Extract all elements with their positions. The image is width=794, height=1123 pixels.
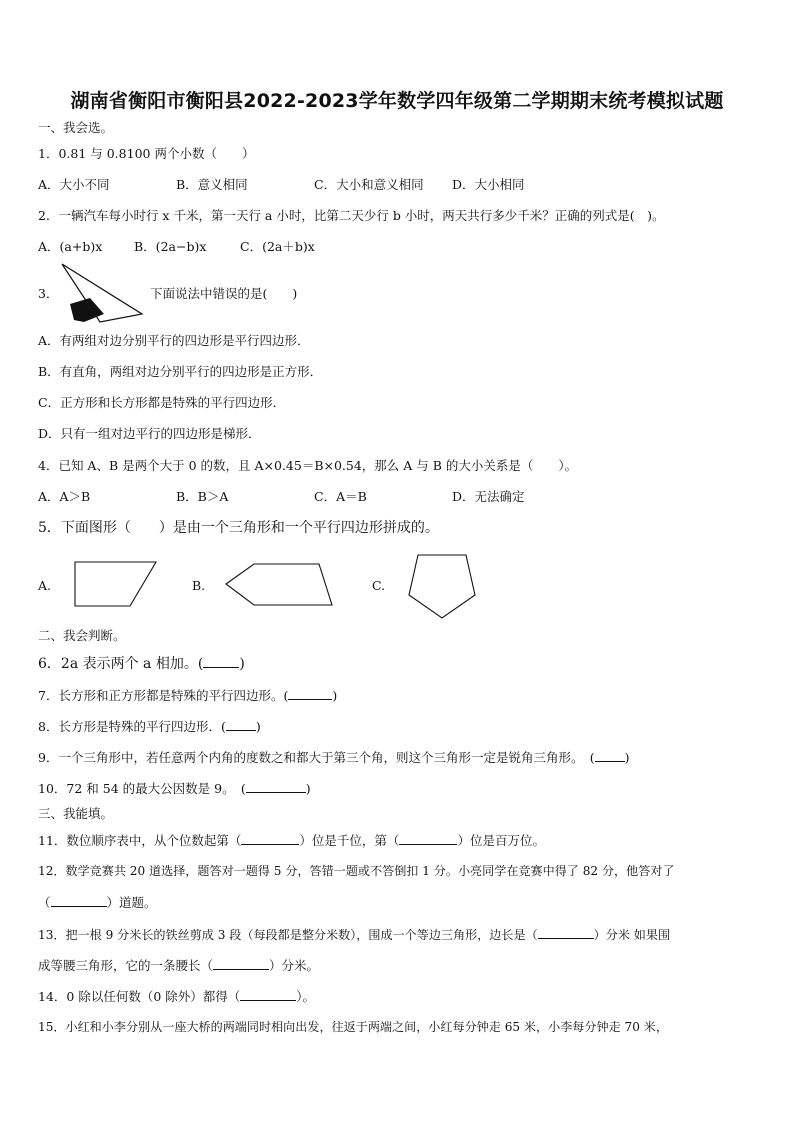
q4-option-c: C．A＝B: [314, 489, 367, 504]
question-13-line-1: [38, 926, 670, 943]
section-heading-1: 一、我会选。: [38, 120, 114, 135]
question-6: [38, 655, 245, 672]
question-12-line-1: 12．数学竞赛共 20 道选择，题答对一题得 5 分，答错一题或不答倒扣 1 分。小亮同学在竞赛中得了 82 分，他答对了: [38, 864, 675, 878]
question-2: 2．一辆汽车每小时行 x 千米，第一天行 a 小时，比第二天少行 b 小时，两天共行多少千米？正确的列式是( )。: [38, 208, 665, 223]
q13-answer-blank-2[interactable]: [213, 957, 269, 970]
q11-text-2: ）位是千位，第（: [299, 833, 400, 848]
question-1: 1．0.81 与 0.8100 两个小数（ ）: [38, 146, 255, 161]
q4-option-a: A．A＞B: [38, 489, 91, 504]
q11-answer-blank-1[interactable]: [241, 832, 299, 845]
q12-open: （: [38, 895, 51, 910]
q11-answer-blank-2[interactable]: [399, 832, 457, 845]
question-8: [38, 718, 261, 735]
q14-text-2: ）。: [296, 989, 316, 1004]
triangle-with-shaded-region-figure: [56, 262, 146, 326]
q10-answer-blank[interactable]: [246, 780, 306, 793]
q8-close: ): [255, 719, 261, 734]
q11-text-3: ）位是百万位。: [457, 833, 545, 848]
question-11: [38, 832, 545, 849]
question-3-number: 3．: [38, 286, 59, 301]
hexagon-shape-figure: [224, 562, 336, 608]
q1-option-b: B．意义相同: [176, 177, 248, 192]
q7-close: ): [332, 688, 338, 703]
q13-answer-blank-1[interactable]: [538, 926, 594, 939]
q2-option-c: C．(2a＋b)x: [240, 239, 315, 254]
parallelogram-shape-figure: [72, 560, 160, 610]
q8-answer-blank[interactable]: [226, 718, 256, 731]
q13-text-1: 13．把一根 9 分米长的铁丝剪成 3 段（每段都是整分米数），围成一个等边三角形，边长是（: [38, 928, 538, 942]
page-title: 湖南省衡阳市衡阳县2022-2023学年数学四年级第二学期期末统考模拟试题: [70, 90, 724, 112]
pentagon-shape-figure: [406, 553, 478, 621]
q13-text-3: 成等腰三角形，它的一条腰长（: [38, 958, 214, 973]
question-5: 5．下面图形（ ）是由一个三角形和一个平行四边形拼成的。: [38, 520, 439, 536]
q8-text: 8．长方形是特殊的平行四边形．(: [38, 719, 226, 734]
q1-option-a: A．大小不同: [38, 177, 110, 192]
q14-answer-blank[interactable]: [240, 988, 296, 1001]
q12-answer-blank[interactable]: [51, 894, 107, 907]
q2-option-a: A．(a+b)x: [38, 239, 103, 254]
q3-option-a: A．有两组对边分别平行的四边形是平行四边形．: [38, 333, 310, 348]
q13-text-2: ）分米 如果围: [593, 928, 671, 942]
question-3: 下面说法中错误的是( ): [150, 286, 298, 301]
question-14: [38, 988, 315, 1005]
q6-text: 6．2a 表示两个 a 相加。(: [38, 656, 204, 672]
section-heading-3: 三、我能填。: [38, 806, 114, 821]
q5-option-a: A.: [38, 578, 52, 593]
q3-option-c: C．正方形和长方形都是特殊的平行四边形．: [38, 395, 286, 410]
q7-answer-blank[interactable]: [288, 687, 332, 700]
q3-option-d: D．只有一组对边平行的四边形是梯形．: [38, 426, 261, 441]
q13-text-4: ）分米。: [269, 958, 320, 973]
question-15: 15．小红和小李分别从一座大桥的两端同时相向出发，往返于两端之间，小红每分钟走 65 米，小李每分钟走 70 米，: [38, 1020, 668, 1034]
q3-option-b: B．有直角，两组对边分别平行的四边形是正方形．: [38, 364, 323, 379]
q14-text-1: 14．0 除以任何数（0 除外）都得（: [38, 989, 241, 1004]
q9-answer-blank[interactable]: [595, 749, 625, 762]
question-13-line-2: [38, 957, 319, 974]
q10-text: 10．72 和 54 的最大公因数是 9。 (: [38, 781, 246, 796]
q6-answer-blank[interactable]: [203, 655, 239, 668]
question-9: [38, 749, 629, 766]
q1-option-d: D．大小相同: [452, 177, 525, 192]
q6-close: ): [239, 656, 245, 672]
q2-option-b: B．(2a−b)x: [134, 239, 207, 254]
q5-option-c: C.: [372, 578, 386, 593]
q9-close: ): [624, 750, 630, 765]
section-heading-2: 二、我会判断。: [38, 628, 126, 643]
question-4: 4．已知 A、B 是两个大于 0 的数，且 A×0.45＝B×0.54，那么 A 与 B 的大小关系是（ ）。: [38, 458, 578, 473]
q11-text-1: 11．数位顺序表中，从个位数起第（: [38, 833, 242, 848]
q4-option-b: B．B＞A: [176, 489, 229, 504]
question-12-line-2: [38, 894, 157, 911]
q12-text-2: ）道题。: [106, 895, 157, 910]
q10-close: ): [305, 781, 311, 796]
q9-text: 9．一个三角形中，若任意两个内角的度数之和都大于第三个角，则这个三角形一定是锐角三角形。 (: [38, 750, 595, 765]
q1-option-c: C．大小和意义相同: [314, 177, 424, 192]
q7-text: 7．长方形和正方形都是特殊的平行四边形。(: [38, 688, 289, 703]
q5-option-b: B.: [192, 578, 206, 593]
q4-option-d: D．无法确定: [452, 489, 525, 504]
question-7: [38, 687, 337, 704]
question-10: [38, 780, 311, 797]
